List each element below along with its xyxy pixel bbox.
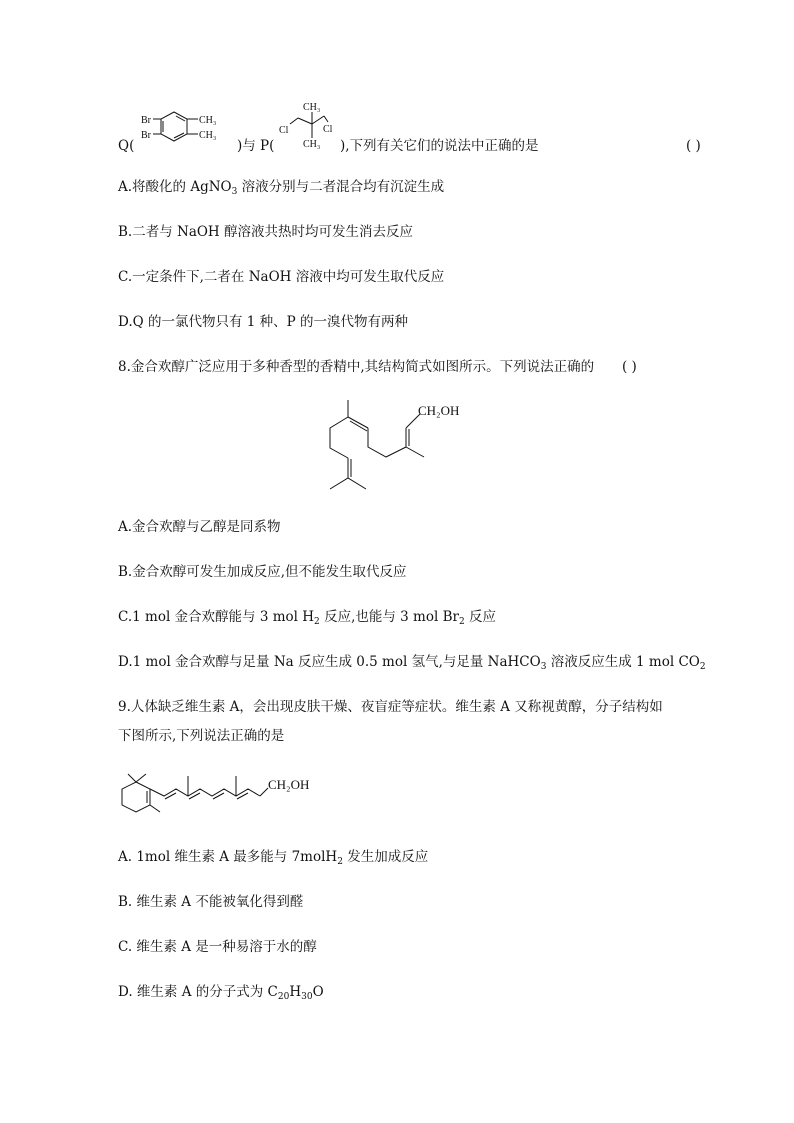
q8-option-c: C.1 mol 金合欢醇能与 3 mol $H_2$ 反应,也能与 3 mol $Br_2$ 反应 <box>118 609 496 627</box>
q8-option-b: B.金合欢醇可发生加成反应,但不能发生取代反应 <box>118 564 407 580</box>
q-me2-label: CH₃ <box>199 130 217 141</box>
molecule-p-structure <box>270 98 346 150</box>
q9-option-a: A. 1mol 维生素 A 最多能与 7molH$_2$ 发生加成反应 <box>118 849 429 867</box>
q8-stem: 8.金合欢醇广泛应用于多种香型的香精中,其结构简式如图所示。下列说法正确的 <box>118 359 595 375</box>
q9-option-b: B. 维生素 A 不能被氧化得到醛 <box>118 894 304 910</box>
q7-option-c: C.一定条件下,二者在 NaOH 溶液中均可发生取代反应 <box>118 269 445 285</box>
q-me1-label: CH₃ <box>199 115 217 126</box>
p-me-bot-label: CH₃ <box>303 139 321 150</box>
farnesol-ch2oh-label: CH₂OH <box>418 403 460 418</box>
q-br1-label: Br <box>141 115 151 126</box>
q9-stem-line1: 9.人体缺乏维生素 A，会出现皮肤干燥、夜盲症等症状。维生素 A 又称视黄醇，分子结构如 <box>118 699 663 715</box>
q7-option-a: A.将酸化的 AgNO$_3$ 溶液分别与二者混合均有沉淀生成 <box>118 179 445 197</box>
q7-stem-text: ),下列有关它们的说法中正确的是 <box>340 138 539 154</box>
q9-stem-line2: 下图所示,下列说法正确的是 <box>118 728 285 744</box>
q7-mid-text: )与 P( <box>237 138 275 154</box>
retinol-structure <box>116 770 316 822</box>
q8-option-a: A.金合欢醇与乙醇是同系物 <box>118 519 281 535</box>
q7-q-label: Q( <box>118 138 135 154</box>
retinol-ch2oh-label: CH₂OH <box>268 777 310 792</box>
q7-answer-paren: ( ) <box>686 138 701 154</box>
q7-option-b: B.二者与 NaOH 醇溶液共热时均可发生消去反应 <box>118 224 413 240</box>
p-me-top-label: CH₃ <box>303 102 321 113</box>
q8-answer-paren: ( ) <box>622 359 637 375</box>
q9-option-c: C. 维生素 A 是一种易溶于水的醇 <box>118 939 317 955</box>
q8-option-d: D.1 mol 金合欢醇与足量 Na 反应生成 0.5 mol 氢气,与足量 NaHCO$_3$ 溶液反应生成 1 mol $CO_2$ <box>118 654 706 672</box>
q-br2-label: Br <box>141 130 151 141</box>
p-cl-left-label: Cl <box>279 125 289 136</box>
p-cl-right-label: Cl <box>323 124 333 135</box>
farnesol-structure <box>320 392 480 496</box>
q7-option-d: D.Q 的一氯代物只有 1 种、P 的一溴代物有两种 <box>118 314 409 330</box>
q9-option-d: D. 维生素 A 的分子式为 $C_{20}H_{30}O$ <box>118 984 324 1002</box>
molecule-q-structure <box>132 104 236 154</box>
